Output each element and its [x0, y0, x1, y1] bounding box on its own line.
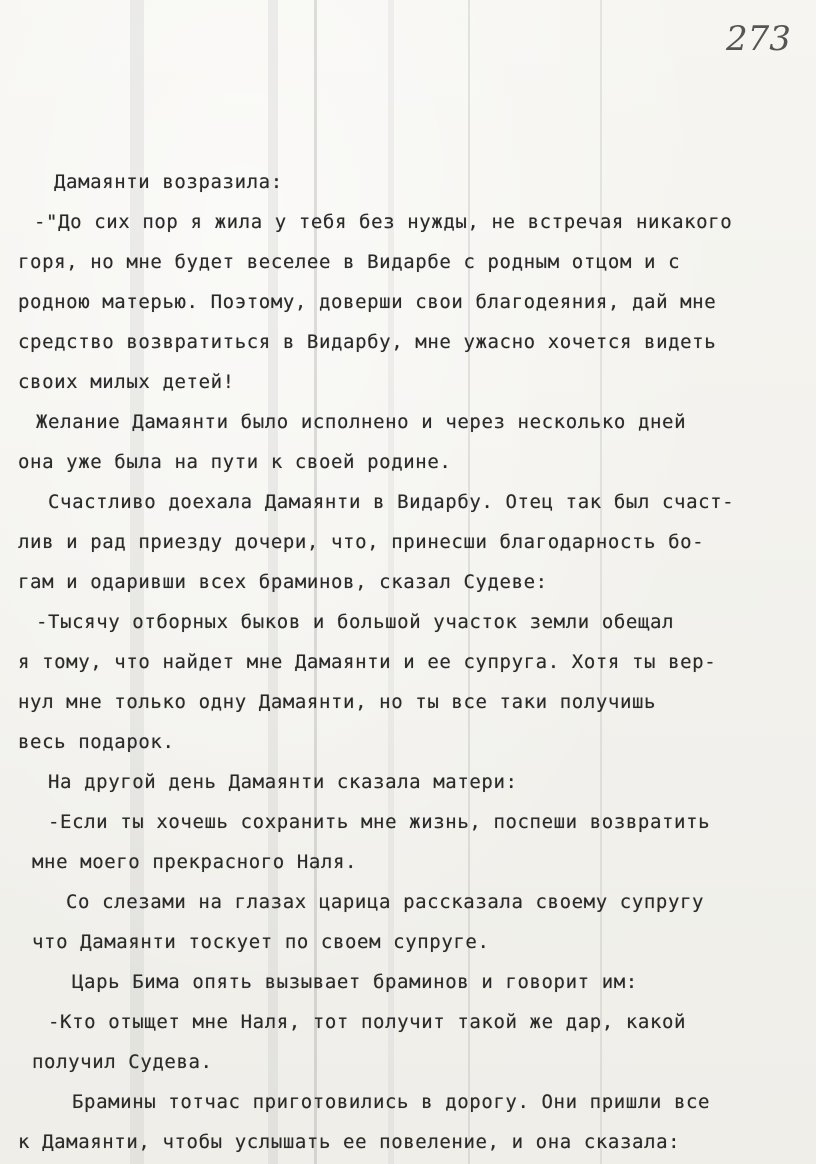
text-line: -Если ты хочешь сохранить мне жизнь, поспеши возвратить [48, 811, 711, 833]
text-line: к Дамаянти, чтобы услышать ее повеление, и она сказала: [18, 1131, 681, 1153]
page-number-text: 273 [726, 19, 791, 59]
text-line: своих милых детей! [18, 371, 235, 393]
text-line: получил Судева. [32, 1051, 213, 1073]
text-line: Брамины тотчас приготовились в дорогу. Они пришли все [72, 1091, 711, 1113]
text-line: На другой день Дамаянти сказала матери: [48, 771, 518, 793]
text-line: -Кто отыщет мне Наля, тот получит такой же дар, какой [48, 1011, 687, 1033]
text-line: что Дамаянти тоскует по своем супруге. [32, 931, 490, 953]
text-line: гам и одаривши всех браминов, сказал Судеве: [18, 571, 548, 593]
text-line: мне моего прекрасного Наля. [32, 851, 358, 873]
text-line: она уже была на пути к своей родине. [18, 451, 452, 473]
text-line: средство возвратиться в Видарбу, мне ужасно хочется видеть [18, 331, 717, 353]
text-line: Со слезами на глазах царица рассказала своему супругу [66, 891, 705, 913]
text-line: родною матерью. Поэтому, доверши свои благодеяния, дай мне [18, 291, 717, 313]
text-line: весь подарок. [18, 731, 175, 753]
text-line: Желание Дамаянти было исполнено и через несколько дней [36, 411, 687, 433]
text-line: я тому, что найдет мне Дамаянти и ее супруга. Хотя ты вер- [18, 651, 717, 673]
text-line: Царь Бима опять вызывает браминов и говорит им: [72, 971, 638, 993]
text-line: нул мне только одну Дамаянти, но ты все таки получишь [18, 691, 657, 713]
text-line: -"До сих пор я жила у тебя без нужды, не встречая никакого [34, 211, 733, 233]
text-line: -Тысячу отборных быков и большой участок земли обещал [36, 611, 675, 633]
text-line: Дамаянти возразила: [54, 171, 283, 193]
text-line: горя, но мне будет веселее в Видарбе с родным отцом и с [18, 251, 681, 273]
text-line: Счастливо доехала Дамаянти в Видарбу. Отец так был счаст- [48, 491, 735, 513]
text-line: лив и рад приезду дочери, что, принесши благодарность бо- [18, 531, 705, 553]
